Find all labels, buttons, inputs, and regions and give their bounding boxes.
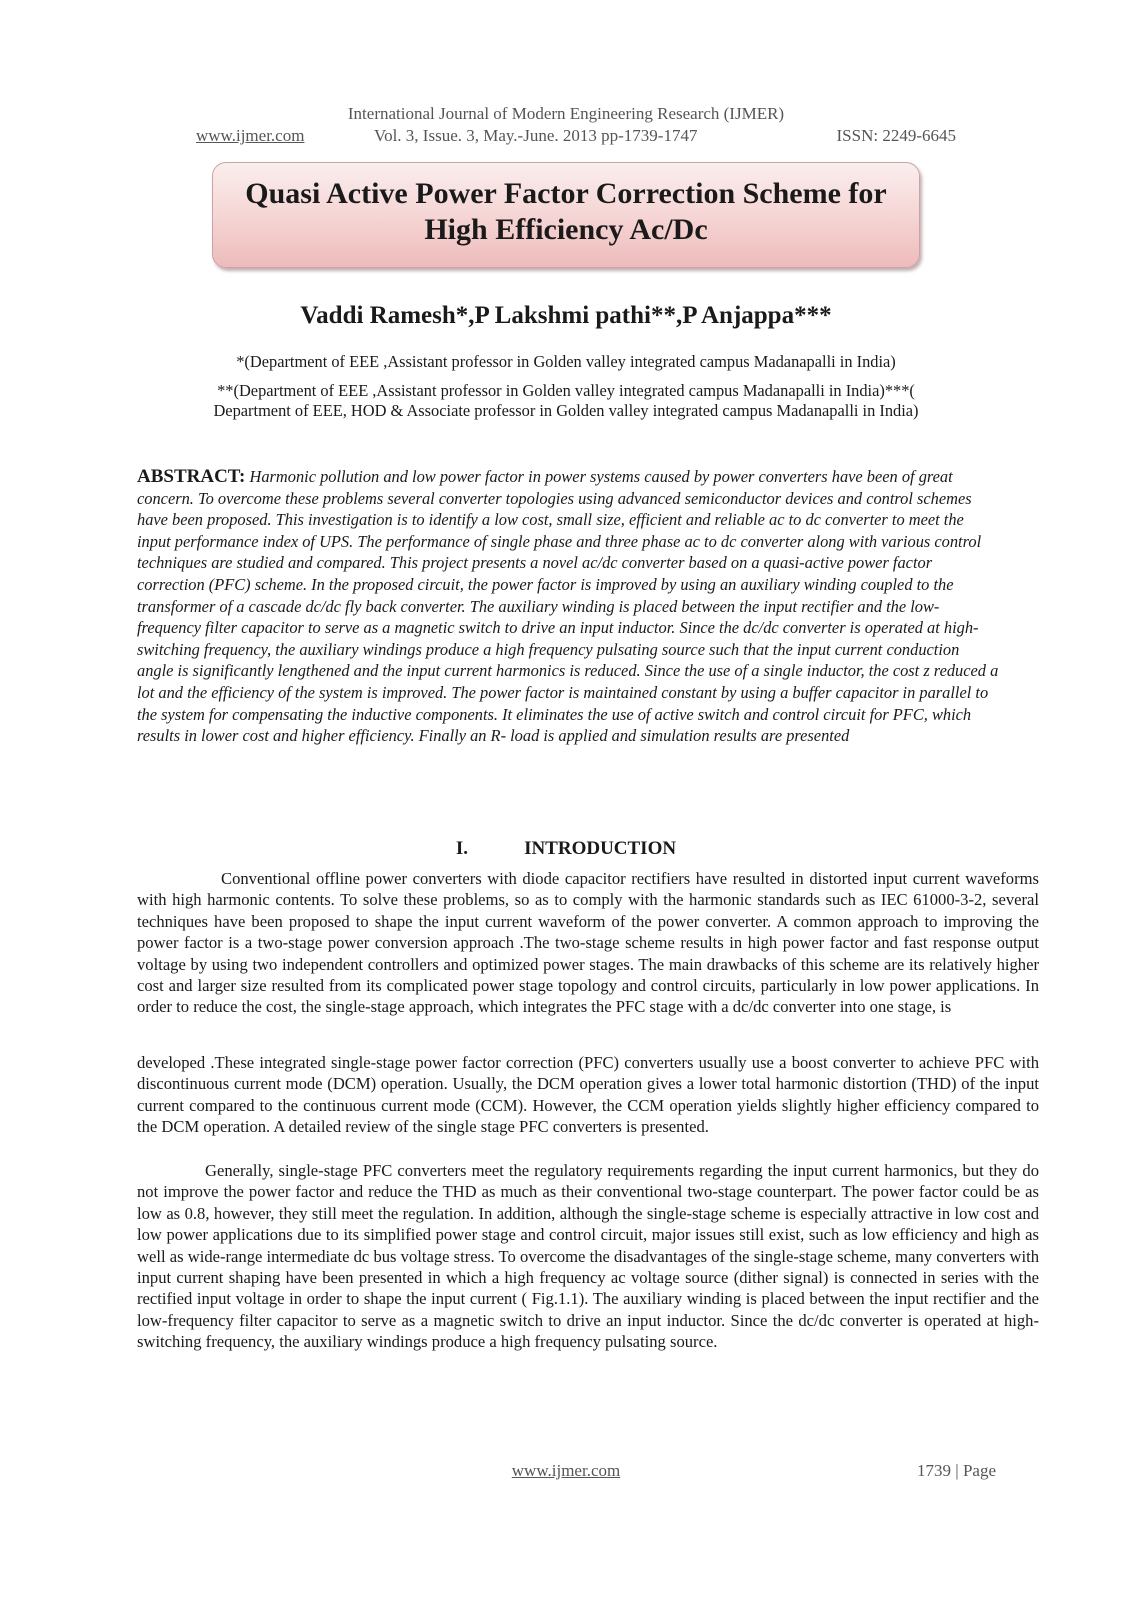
paper-title-line-1: Quasi Active Power Factor Correction Scheme for xyxy=(245,177,887,210)
affiliation-2: **(Department of EEE ,Assistant professor in Golden valley integrated campus Madanapalli in India)***( xyxy=(217,381,915,400)
issn-info: ISSN: 2249-6645 xyxy=(836,126,956,145)
abstract-label: ABSTRACT: xyxy=(137,466,246,487)
volume-info: Vol. 3, Issue. 3, May.-June. 2013 pp-1739-1747 xyxy=(374,126,698,145)
affiliation-1: *(Department of EEE ,Assistant professor in Golden valley integrated campus Madanapalli in India) xyxy=(236,352,896,371)
title-box xyxy=(212,162,920,268)
journal-url-link[interactable]: www.ijmer.com xyxy=(196,126,305,145)
section-number: I. xyxy=(455,838,469,859)
abstract xyxy=(137,466,999,747)
section-heading xyxy=(0,838,1132,860)
body-paragraph-2: developed .These integrated single-stage power factor correction (PFC) converters usually use a boost converter to achieve PFC with discontinuous current mode (DCM) operation. Usually, the DCM operation gives a lower total harmonic distortion (THD) of the input current compared to the continuous current mode (CCM). However, the CCM operation yields slightly higher efficiency compared to the DCM operation. A detailed review of the single stage PFC converters is presented. xyxy=(137,1053,1039,1137)
abstract-text: Harmonic pollution and low power factor in power systems caused by power converters have been of great concern. To overcome these problems several converter topologies using advanced semiconductor devices and control schemes have been proposed. This investigation is to identify a low cost, small size, efficient and reliable ac to dc converter to meet the input performance index of UPS. The performance of single phase and three phase ac to dc converter along with various control techniques are studied and compared. This project presents a novel ac/dc converter based on a quasi-active power factor correction (PFC) scheme. In the proposed circuit, the power factor is improved by using an auxiliary winding coupled to the transformer of a cascade dc/dc fly back converter. The auxiliary winding is placed between the input rectifier and the low-frequency filter capacitor to serve as a magnetic switch to drive an input inductor. Since the dc/dc converter is operated at high-switching frequency, the auxiliary windings produce a high frequency pulsating source such that the input current conduction angle is significantly lengthened and the input current harmonics is reduced. Since the use of a single inductor, the cost z reduced a lot and the efficiency of the system is improved. The power factor is maintained constant by using a buffer capacitor in parallel to the system for compensating the inductive components. It eliminates the use of active switch and control circuit for PFC, which results in lower cost and higher efficiency. Finally an R- load is applied and simulation results are presented xyxy=(137,467,999,746)
journal-name: International Journal of Modern Engineering Research (IJMER) xyxy=(347,104,785,123)
footer-page-number: 1739 | Page xyxy=(917,1461,996,1480)
paper-title-line-2: High Efficiency Ac/Dc xyxy=(424,213,708,246)
affiliation-3: Department of EEE, HOD & Associate professor in Golden valley integrated campus Madanapalli in India) xyxy=(213,401,919,420)
body-paragraph-1: Conventional offline power converters with diode capacitor rectifiers have resulted in distorted input current waveforms with high harmonic contents. To solve these problems, so as to comply with the harmonic standards such as IEC 61000-3-2, several techniques have been proposed to shape the input current waveform of the power converter. A common approach to improving the power factor is a two-stage power conversion approach .The two-stage scheme results in high power factor and fast response output voltage by using two independent controllers and optimized power stages. The main drawbacks of this scheme are its relatively higher cost and larger size resulted from its complicated power stage topology and control circuits, particularly in low power applications. In order to reduce the cost, the single-stage approach, which integrates the PFC stage with a dc/dc converter into one stage, is xyxy=(137,869,1039,1017)
section-title: INTRODUCTION xyxy=(524,838,677,859)
author-list: Vaddi Ramesh*,P Lakshmi pathi**,P Anjappa*** xyxy=(300,302,832,329)
body-paragraph-3: Generally, single-stage PFC converters meet the regulatory requirements regarding the input current harmonics, but they do not improve the power factor and reduce the THD as much as their conventional two-stage counterpart. The power factor could be as low as 0.8, however, they still meet the regulation. In addition, although the single-stage scheme is especially attractive in low cost and low power applications due to its simplified power stage and control circuit, major issues still exist, such as low efficiency and high as well as wide-range intermediate dc bus voltage stress. To overcome the disadvantages of the single-stage scheme, many converters with input current shaping have been presented in which a high frequency ac voltage source (dither signal) is connected in series with the rectified input voltage in order to shape the input current ( Fig.1.1). The auxiliary winding is placed between the input rectifier and the low-frequency filter capacitor to serve as a magnetic switch to drive an input inductor. Since the dc/dc converter is operated at high-switching frequency, the auxiliary windings produce a high frequency pulsating source. xyxy=(137,1161,1039,1352)
footer-url-link[interactable]: www.ijmer.com xyxy=(511,1461,621,1480)
